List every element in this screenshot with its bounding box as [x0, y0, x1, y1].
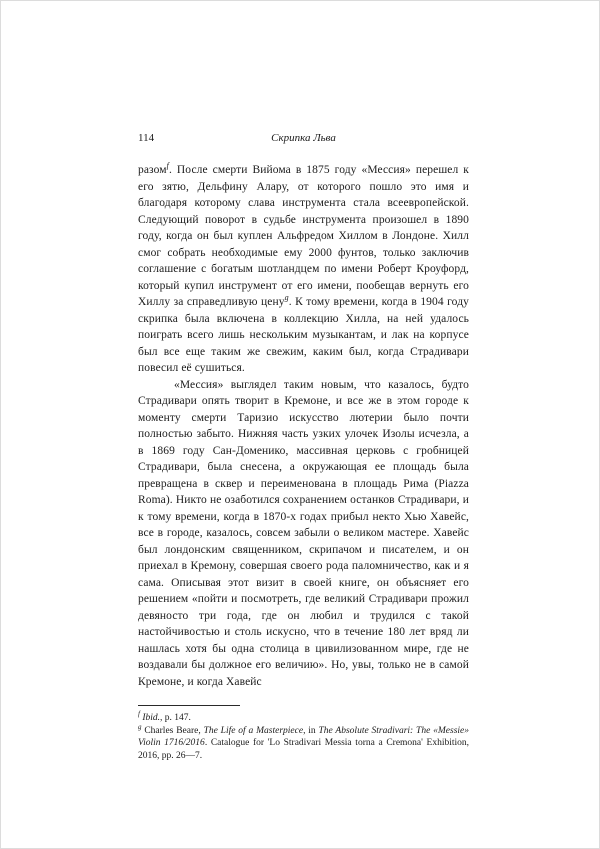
footnotes	[138, 709, 470, 762]
paragraph-2: «Мессия» выглядел таким новым, что казалось, будто Страдивари опять творит в Кремоне, и все же в этом городе к моменту смерти Таризио искусство лютерии было почти полностью забыто. Нижняя часть узких улочек Изолы исчезла, а в 1869 году Сан-Доменико, массивная церковь с гробницей Страдивари, была снесена, а окружающая ее площадь была превращена в сквер и переименована в площадь Рима (Piazza Roma). Никто не озаботился сохранением останков Страдивари, и к тому времени, когда в 1870-х годах прибыл некто Хью Хавейс, все в городе, казалось, совсем забыли о великом мастере. Хавейс был лондонским священником, скрипачом и писателем, и он приехал в Кремону, совершая своего рода паломничество, как и я сама. Описывая этот визит в своей книге, он объясняет его решением «пойти и посмотреть, где великий Страдивари прожил девяносто три года, где он любил и трудился с такой настойчивостью и столь искусно, что в течение 180 лет вряд ли нашлась хотя бы одна столица в цивилизованном мире, где не воздавали бы должное его величию». Но, увы, только не в самой Кремоне, и когда Хавейс	[138, 378, 469, 688]
footnote-g-segment-1: The Life of a Masterpiece	[203, 725, 304, 736]
footnote-f	[138, 709, 469, 725]
footnote-f-segment-1: , p. 147.	[160, 713, 191, 723]
paragraph-1-end: . К тому времени, когда в 1904 году скрипка была включена в коллекцию Хилла, на ней удалось поиграть всего лишь нескольким музыкантам, и лак на корпусе был все еще таким же свежим, каким был, когда Страдивари повесил её сушиться.	[138, 296, 469, 374]
footnote-g-segment-4: . Catalogue for 'Lo Stradivari Messia torna a Cremona' Exhibition, 2016, pp. 26—7.	[138, 738, 469, 761]
paragraph-1	[138, 162, 469, 377]
footnote-marker-f: f	[138, 709, 140, 718]
footnote-g-segment-0: Charles Beare,	[144, 725, 204, 736]
running-title: Скрипка Льва	[271, 132, 336, 144]
body-text	[138, 162, 469, 690]
page-header	[138, 131, 469, 146]
footnote-ref-g: g	[284, 293, 289, 303]
paragraph-1-start: разом	[138, 164, 167, 176]
page-number: 114	[138, 132, 155, 144]
footnote-ref-f: f	[166, 161, 169, 171]
paragraph-1-middle: . После смерти Вийома в 1875 году «Мессия» перешел к его зятю, Дельфину Алару, от которого пошло это имя и благодаря которому слава инструмента стала всеевропейской. Следующий поворот в судьбе инструмента произошел в 1890 году, когда он был куплен Альфредом Хиллом в Лондоне. Хилл смог собрать необходимые ему 2000 фунтов, только заключив соглашение с богатым шотландцем по имени Роберт Кроуфорд, который купил инструмент от его имени, пообещав вернуть его Хиллу за справедливую цену	[138, 164, 469, 308]
footnote-g-segment-2: , in	[303, 725, 319, 736]
footnote-g	[138, 722, 470, 763]
footnote-g-segment-3: The Absolute Stradivari: The «Messie» Violin 1716/2016	[138, 725, 470, 748]
footnote-f-segment-0: Ibid.	[142, 713, 161, 723]
footnote-marker-g: g	[138, 722, 142, 731]
page-content	[138, 131, 469, 762]
footnote-separator	[138, 705, 240, 706]
